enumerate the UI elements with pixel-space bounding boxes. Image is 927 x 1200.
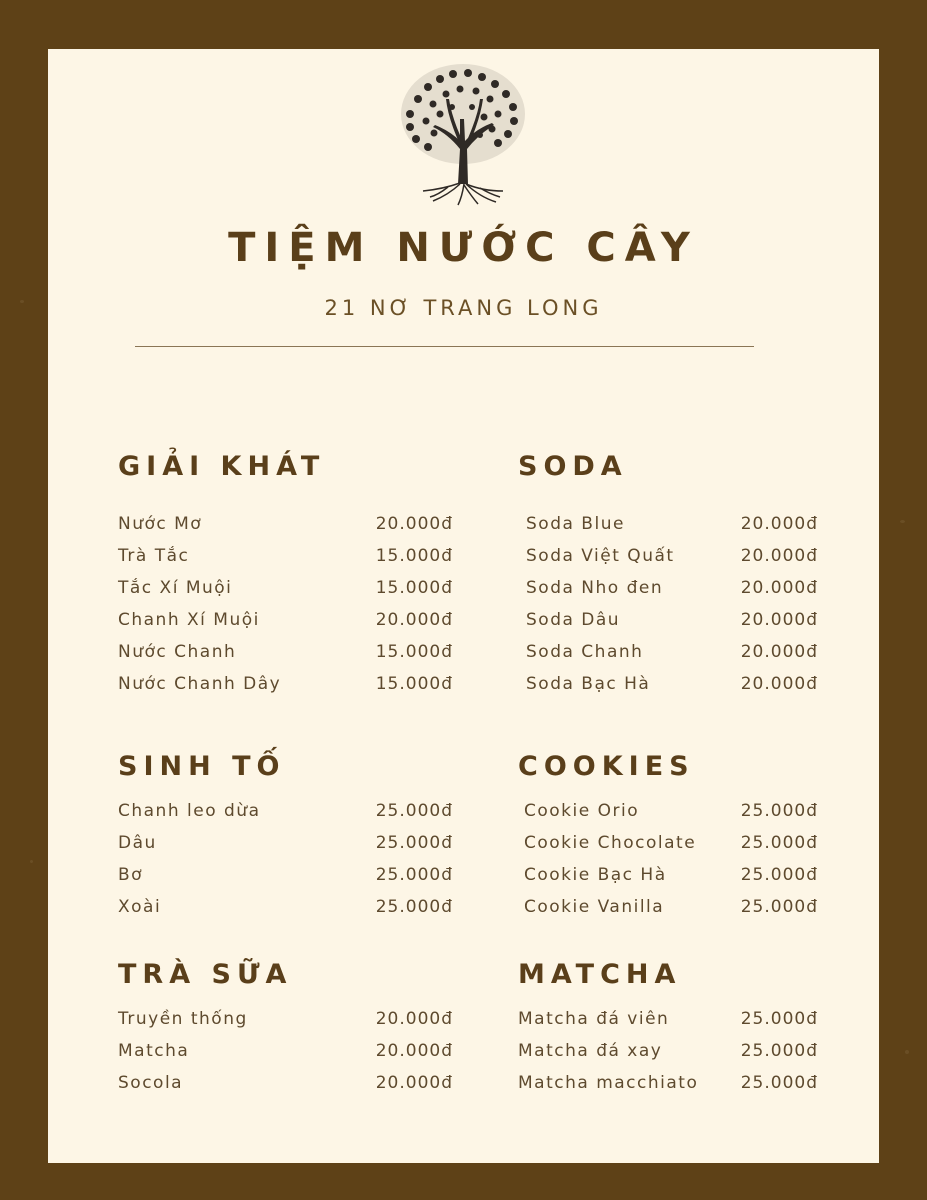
section-giai-khat [118,451,453,706]
item-price: 25.000đ [375,833,453,853]
menu-item [526,642,818,674]
item-name: Matcha đá viên [518,1009,670,1029]
menu-item [118,514,453,546]
item-price: 15.000đ [375,674,453,694]
item-price: 20.000đ [375,1009,453,1029]
item-price: 20.000đ [740,642,818,662]
section-matcha [518,959,818,1105]
item-name: Dâu [118,833,157,853]
item-price: 15.000đ [375,546,453,566]
section-title: MATCHA [518,959,682,990]
item-price: 20.000đ [375,514,453,534]
item-price: 20.000đ [375,610,453,630]
section-cookies [518,751,818,929]
item-name: Chanh Xí Muội [118,610,260,630]
menu-item [526,514,818,546]
item-name: Soda Dâu [526,610,621,630]
section-title: TRÀ SỮA [118,959,293,990]
item-price: 20.000đ [740,610,818,630]
menu-item [118,578,453,610]
item-name: Truyền thống [118,1009,248,1029]
menu-item [526,546,818,578]
menu-item [526,578,818,610]
item-price: 15.000đ [375,642,453,662]
menu-item [118,801,453,833]
item-price: 20.000đ [740,514,818,534]
texture-speck [20,300,24,303]
item-price: 20.000đ [740,578,818,598]
item-name: Soda Bạc Hà [526,674,651,694]
section-title: COOKIES [518,751,695,782]
shop-address: 21 NƠ TRANG LONG [324,296,603,320]
item-name: Socola [118,1073,184,1093]
item-price: 25.000đ [375,801,453,821]
texture-speck [905,1050,909,1054]
item-name: Cookie Orio [524,801,640,821]
item-name: Xoài [118,897,162,917]
item-price: 25.000đ [740,801,818,821]
menu-item [524,897,818,929]
item-name: Matcha [118,1041,190,1061]
item-price: 20.000đ [740,674,818,694]
item-name: Cookie Vanilla [524,897,665,917]
item-price: 25.000đ [375,897,453,917]
menu-item [524,833,818,865]
menu-item [518,1009,818,1041]
section-title: SINH TỐ [118,751,286,782]
section-title: GIẢI KHÁT [118,451,326,482]
item-price: 15.000đ [375,578,453,598]
menu-item [518,1073,818,1105]
menu-item [518,1041,818,1073]
item-price: 25.000đ [740,1009,818,1029]
menu-item [524,865,818,897]
item-name: Soda Chanh [526,642,644,662]
texture-speck [900,520,905,523]
item-name: Cookie Chocolate [524,833,697,853]
item-price: 25.000đ [740,1073,818,1093]
item-price: 25.000đ [740,865,818,885]
item-name: Matcha macchiato [518,1073,699,1093]
item-name: Nước Chanh [118,642,237,662]
item-price: 25.000đ [375,865,453,885]
item-price: 20.000đ [375,1041,453,1061]
item-price: 25.000đ [740,833,818,853]
item-name: Cookie Bạc Hà [524,865,667,885]
item-name: Trà Tắc [118,546,190,566]
menu-card [48,49,879,1163]
menu-item [118,610,453,642]
section-title: SODA [518,451,628,482]
menu-item [526,674,818,706]
item-name: Bơ [118,865,144,885]
item-price: 25.000đ [740,1041,818,1061]
item-name: Matcha đá xay [518,1041,663,1061]
section-sinh-to [118,751,453,929]
menu-item [118,1041,453,1073]
item-name: Soda Nho đen [526,578,664,598]
menu-item [118,865,453,897]
texture-speck [30,860,33,863]
menu-item [118,1073,453,1105]
menu-item [118,897,453,929]
section-soda [518,451,818,706]
shop-title: TIỆM NƯỚC CÂY [228,225,699,271]
menu-item [524,801,818,833]
header-divider [135,346,754,347]
menu-item [526,610,818,642]
menu-item [118,642,453,674]
item-name: Soda Việt Quất [526,546,675,566]
item-name: Chanh leo dừa [118,801,261,821]
menu-item [118,674,453,706]
tree-icon [388,59,538,209]
section-tra-sua [118,959,453,1105]
item-price: 20.000đ [740,546,818,566]
item-name: Soda Blue [526,514,625,534]
menu-item [118,546,453,578]
menu-item [118,833,453,865]
menu-item [118,1009,453,1041]
item-price: 25.000đ [740,897,818,917]
item-name: Nước Mơ [118,514,203,534]
item-name: Tắc Xí Muội [118,578,233,598]
item-price: 20.000đ [375,1073,453,1093]
item-name: Nước Chanh Dây [118,674,282,694]
